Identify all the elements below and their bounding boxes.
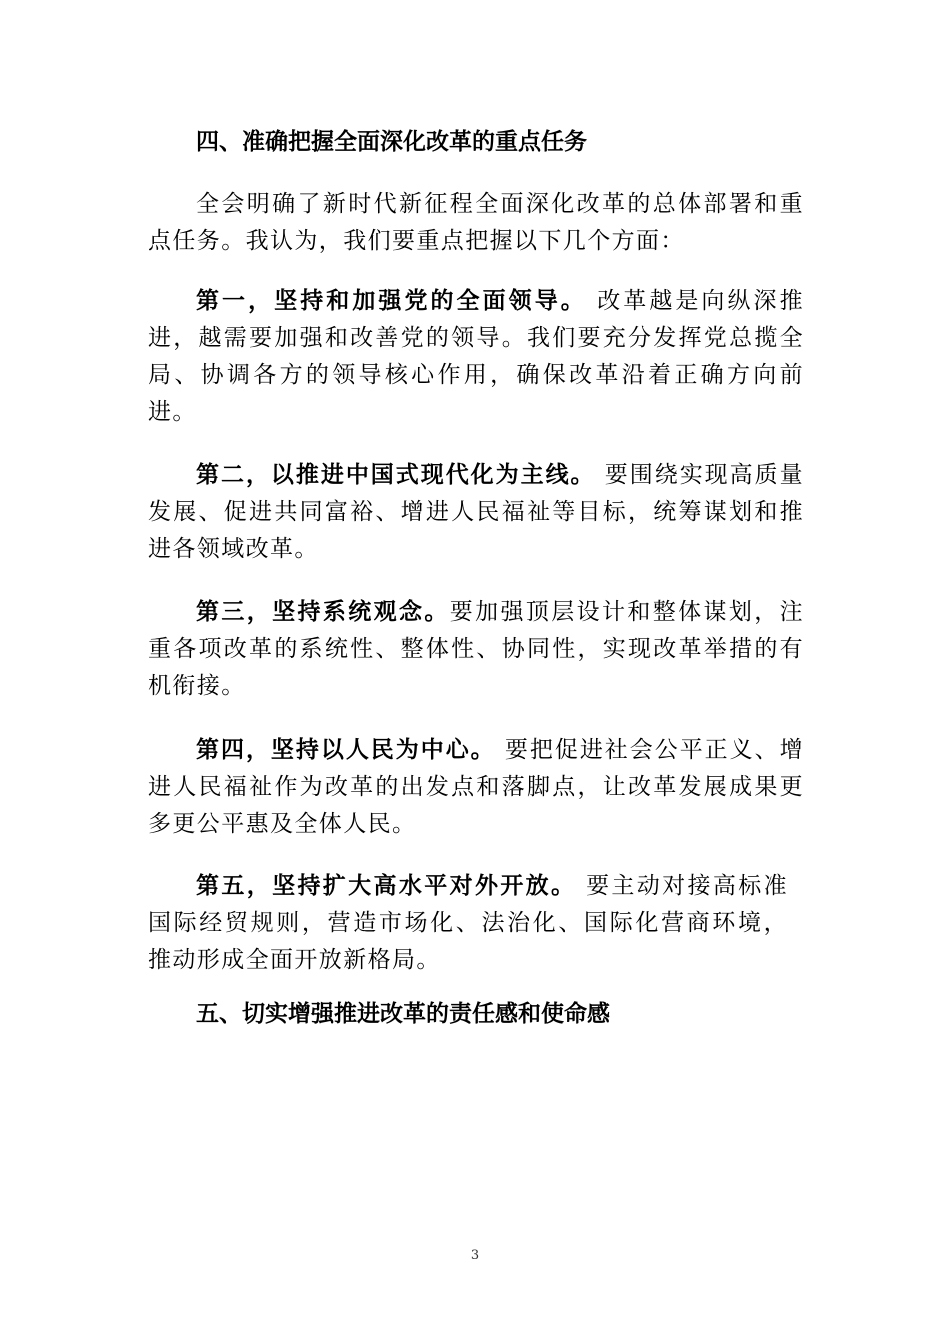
point-1-body: 改革越是向纵深推进，越需要加强和改善党的领导。我们要充分发挥党总揽全局、协调各方的领导核心作用，确保改革沿着正确方向前进。 <box>148 288 804 425</box>
page-number: 3 <box>470 1248 480 1263</box>
point-3-lead: 第三，坚持系统观念。 <box>196 598 450 625</box>
point-2-paragraph <box>148 456 804 568</box>
point-4-body: 要把促进社会公平正义、增进人民福祉作为改革的出发点和落脚点，让改革发展成果更多更公平惠及全体人民。 <box>148 737 804 837</box>
point-4-lead: 第四，坚持以人民为中心。 <box>196 736 496 763</box>
point-3-paragraph <box>148 593 804 705</box>
point-2-body: 要围绕实现高质量发展、促进共同富裕、增进人民福祉等目标，统筹谋划和推进各领域改革。 <box>148 462 804 562</box>
section-5-heading: 五、切实增强推进改革的责任感和使命感 <box>196 1001 610 1027</box>
point-5-lead: 第五，坚持扩大高水平对外开放。 <box>196 872 577 899</box>
point-3-body: 要加强顶层设计和整体谋划，注重各项改革的系统性、整体性、协同性，实现改革举措的有机衔接。 <box>148 599 805 699</box>
section-4-heading: 四、准确把握全面深化改革的重点任务 <box>196 129 587 155</box>
point-5-body: 要主动对接高标准 国际经贸规则，营造市场化、法治化、国际化营商环境， 推动形成全面开放新格局。 <box>148 873 788 973</box>
point-5-paragraph <box>148 867 788 979</box>
point-1-paragraph <box>148 282 804 431</box>
point-4-paragraph <box>148 731 804 843</box>
intro-paragraph: 全会明确了新时代新征程全面深化改革的总体部署和重点任务。我认为，我们要重点把握以下几个方面： <box>148 191 804 254</box>
point-2-lead: 第二，以推进中国式现代化为主线。 <box>196 461 596 488</box>
point-1-lead: 第一，坚持和加强党的全面领导。 <box>196 287 587 314</box>
